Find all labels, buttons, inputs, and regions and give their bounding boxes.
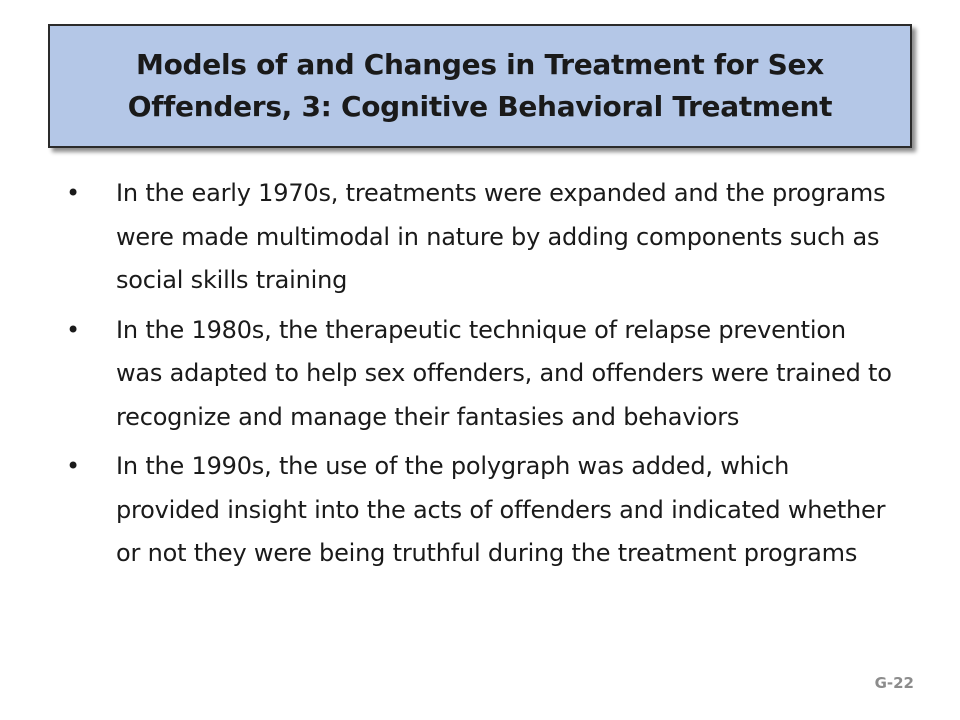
bullet-item (66, 172, 896, 303)
bullet-item (66, 309, 896, 440)
slide-number: G-22 (874, 674, 914, 692)
title-box (48, 24, 912, 148)
bullet-icon: • (66, 315, 80, 344)
bullet-icon: • (66, 179, 80, 207)
bullet-item (66, 445, 896, 576)
bullet-text: In the 1990s, the use of the polygraph was added, which provided insight into the acts of offenders and indicated whether or not they were being truthful during the treatment programs (116, 452, 886, 567)
bullet-text: In the 1980s, the therapeutic technique of relapse prevention was adapted to help sex offenders, and offenders were trained to recognize and manage their fantasies and behaviors (116, 315, 892, 431)
bullet-list (66, 172, 896, 582)
slide-title: Models of and Changes in Treatment for Sex Offenders, 3: Cognitive Behavioral Treatment (127, 48, 833, 123)
bullet-icon: • (66, 452, 80, 480)
bullet-text: In the early 1970s, treatments were expanded and the programs were made multimodal in nature by adding components such as social skills training (116, 179, 886, 294)
